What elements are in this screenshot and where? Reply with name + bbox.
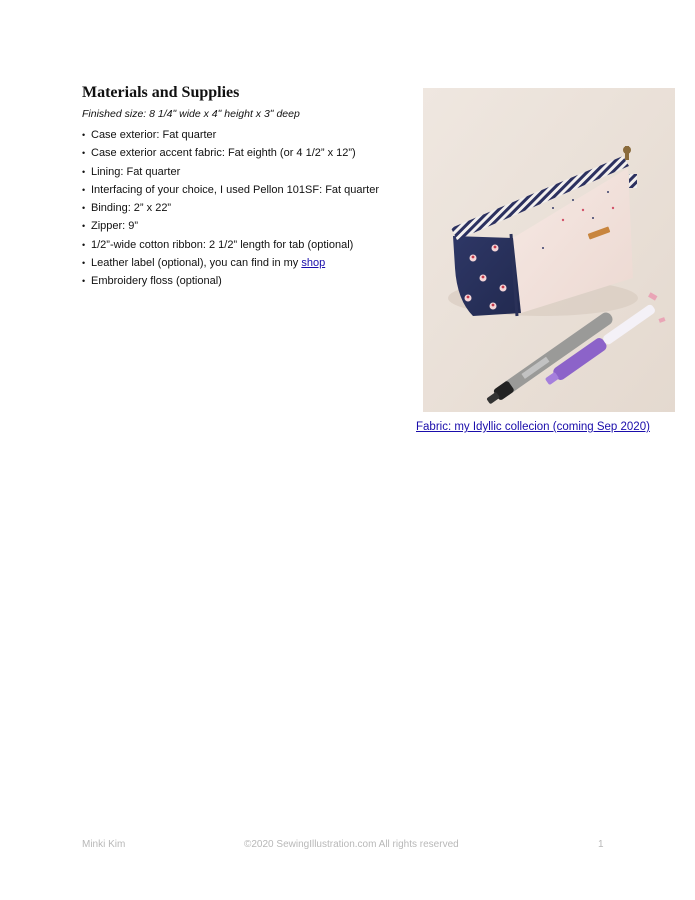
list-item (82, 217, 379, 235)
list-item (82, 254, 379, 272)
list-item-text: Case exterior accent fabric: Fat eighth (or 4 1/2” x 12”) (91, 147, 356, 160)
page-number: 1 (598, 839, 604, 850)
list-item-text: 1/2”-wide cotton ribbon: 2 1/2” length for tab (optional) (91, 238, 354, 251)
materials-list (82, 126, 379, 291)
list-item-text: Lining: Fat quarter (91, 165, 181, 178)
list-item (82, 126, 379, 144)
pencil-case-photo (423, 88, 675, 412)
list-item-text: Interfacing of your choice, I used Pellon 101SF: Fat quarter (91, 183, 379, 196)
fabric-collection-link[interactable]: Fabric: my Idyllic collecion (coming Sep 2020) (416, 421, 650, 433)
list-item-text: Leather label (optional), you can find in my (91, 257, 302, 270)
footer-copyright: ©2020 SewingIllustration.com All rights reserved (244, 839, 459, 850)
list-item-text: Embroidery floss (optional) (91, 275, 222, 288)
list-item-text: Case exterior: Fat quarter (91, 129, 217, 141)
shop-link[interactable]: shop (301, 257, 326, 270)
list-item-text: Zipper: 9” (91, 220, 139, 233)
list-item (82, 236, 379, 254)
pencil-case-illustration (423, 88, 675, 412)
list-item (82, 144, 379, 162)
finished-size-note: Finished size: 8 1/4ʺ wide x 4ʺ height x 3ʺ deep (82, 108, 300, 120)
footer-author: Minki Kim (82, 839, 126, 850)
list-item (82, 181, 379, 199)
list-item (82, 272, 379, 290)
list-item (82, 163, 379, 181)
list-item (82, 199, 379, 217)
page-heading: Materials and Supplies (82, 84, 240, 101)
list-item-text: Binding: 2” x 22” (91, 202, 172, 215)
